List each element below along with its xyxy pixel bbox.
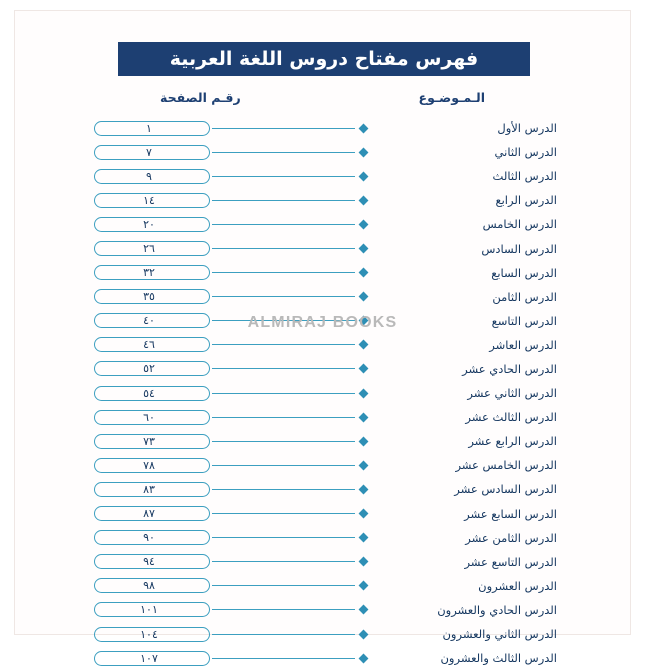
toc-row bbox=[88, 261, 557, 285]
page-number-capsule bbox=[88, 554, 210, 569]
page-number-capsule bbox=[88, 265, 210, 280]
page-number-capsule bbox=[88, 482, 210, 497]
subject-cell bbox=[357, 386, 557, 400]
toc-row bbox=[88, 453, 557, 477]
toc-row bbox=[88, 622, 557, 646]
leader-line bbox=[212, 489, 355, 490]
subject-cell bbox=[357, 627, 557, 641]
page-number-capsule bbox=[88, 313, 210, 328]
subject-title: الدرس الثالث والعشرون bbox=[440, 651, 557, 666]
leader-line bbox=[212, 176, 355, 177]
page-number: ٩٤ bbox=[143, 555, 155, 569]
diamond-bullet-icon bbox=[359, 412, 369, 422]
subject-cell bbox=[357, 290, 557, 304]
leader-line bbox=[212, 561, 355, 562]
page-number: ٤٠ bbox=[143, 314, 155, 328]
page-number: ٥٤ bbox=[143, 386, 155, 400]
leader-line bbox=[212, 441, 355, 442]
subject-title: الدرس العشرون bbox=[478, 578, 557, 593]
watermark: ALMIRAJ BOOKS bbox=[247, 314, 398, 331]
toc-row bbox=[88, 429, 557, 453]
page-number-capsule bbox=[88, 627, 210, 642]
capsule-outline bbox=[94, 145, 210, 160]
subject-cell bbox=[357, 121, 557, 135]
toc-row bbox=[88, 502, 557, 526]
leader-line bbox=[212, 272, 355, 273]
page-number-capsule bbox=[88, 169, 210, 184]
leader-line bbox=[212, 634, 355, 635]
diamond-bullet-icon bbox=[359, 195, 369, 205]
toc-row bbox=[88, 357, 557, 381]
page-number: ٢٦ bbox=[143, 242, 155, 256]
toc-row bbox=[88, 116, 557, 140]
page-number: ٣٥ bbox=[143, 290, 155, 304]
leader-line bbox=[212, 513, 355, 514]
page-number: ١٠١ bbox=[140, 603, 158, 617]
subject-cell bbox=[357, 314, 557, 328]
page-number: ١ bbox=[146, 121, 152, 135]
header-subject: الـمـوضـوع bbox=[418, 90, 485, 105]
toc-row bbox=[88, 526, 557, 550]
subject-cell bbox=[357, 579, 557, 593]
subject-title: الدرس الخامس عشر bbox=[455, 458, 557, 473]
subject-title: الدرس الثامن bbox=[492, 289, 557, 304]
page-number-capsule bbox=[88, 337, 210, 352]
toc-row bbox=[88, 550, 557, 574]
page-number: ٤٦ bbox=[143, 338, 155, 352]
capsule-outline bbox=[94, 121, 210, 136]
subject-cell bbox=[357, 482, 557, 496]
subject-title: الدرس الرابع عشر bbox=[468, 434, 557, 449]
subject-cell bbox=[357, 555, 557, 569]
subject-cell bbox=[357, 458, 557, 472]
toc-row bbox=[88, 477, 557, 501]
header-page-number: رقـم الصفحة bbox=[160, 90, 241, 105]
leader-line bbox=[212, 609, 355, 610]
diamond-bullet-icon bbox=[359, 460, 369, 470]
toc-row bbox=[88, 405, 557, 429]
subject-cell bbox=[357, 531, 557, 545]
page-number: ٣٢ bbox=[143, 266, 155, 280]
toc-row bbox=[88, 646, 557, 670]
page-number-capsule bbox=[88, 506, 210, 521]
diamond-bullet-icon bbox=[359, 653, 369, 663]
subject-title: الدرس الثالث bbox=[492, 169, 557, 184]
page-number: ١٠٤ bbox=[140, 627, 158, 641]
subject-title: الدرس السادس عشر bbox=[454, 482, 557, 497]
diamond-bullet-icon bbox=[359, 509, 369, 519]
subject-cell bbox=[357, 217, 557, 231]
subject-title: الدرس السابع bbox=[491, 265, 557, 280]
diamond-bullet-icon bbox=[359, 340, 369, 350]
page-number: ٩ bbox=[146, 169, 152, 183]
subject-title: الدرس التاسع عشر bbox=[464, 554, 557, 569]
toc-list bbox=[88, 116, 557, 670]
subject-title: الدرس الثاني والعشرون bbox=[442, 627, 557, 642]
page-content bbox=[40, 22, 605, 666]
page-number: ٧ bbox=[146, 145, 152, 159]
page-number-capsule bbox=[88, 217, 210, 232]
page-number: ٦٠ bbox=[143, 410, 155, 424]
subject-cell bbox=[357, 242, 557, 256]
toc-row bbox=[88, 236, 557, 260]
subject-title: الدرس الثاني bbox=[494, 145, 557, 160]
subject-title: الدرس السابع عشر bbox=[464, 506, 557, 521]
page-number-capsule bbox=[88, 651, 210, 666]
diamond-bullet-icon bbox=[359, 533, 369, 543]
diamond-bullet-icon bbox=[359, 605, 369, 615]
subject-title: الدرس الأول bbox=[497, 121, 557, 136]
subject-title: الدرس الثاني عشر bbox=[467, 386, 557, 401]
diamond-bullet-icon bbox=[359, 581, 369, 591]
page-number: ٨٧ bbox=[143, 507, 155, 521]
capsule-outline bbox=[94, 169, 210, 184]
leader-line bbox=[212, 344, 355, 345]
page-number-capsule bbox=[88, 361, 210, 376]
leader-line bbox=[212, 320, 355, 321]
page-number: ١٠٧ bbox=[140, 651, 158, 665]
subject-title: الدرس السادس bbox=[481, 241, 557, 256]
diamond-bullet-icon bbox=[359, 292, 369, 302]
diamond-bullet-icon bbox=[359, 485, 369, 495]
subject-cell bbox=[357, 603, 557, 617]
page-number-capsule bbox=[88, 530, 210, 545]
leader-line bbox=[212, 537, 355, 538]
leader-line bbox=[212, 128, 355, 129]
page-number: ٨٣ bbox=[143, 482, 155, 496]
toc-row bbox=[88, 285, 557, 309]
leader-line bbox=[212, 417, 355, 418]
diamond-bullet-icon bbox=[359, 557, 369, 567]
diamond-bullet-icon bbox=[359, 123, 369, 133]
page-number-capsule bbox=[88, 289, 210, 304]
page-number-capsule bbox=[88, 241, 210, 256]
subject-cell bbox=[357, 410, 557, 424]
diamond-bullet-icon bbox=[359, 244, 369, 254]
page-number-capsule bbox=[88, 145, 210, 160]
toc-row bbox=[88, 309, 557, 333]
diamond-bullet-icon bbox=[359, 171, 369, 181]
title-banner bbox=[118, 42, 530, 76]
page-number: ١٤ bbox=[143, 193, 155, 207]
subject-cell bbox=[357, 145, 557, 159]
leader-line bbox=[212, 152, 355, 153]
leader-line bbox=[212, 296, 355, 297]
leader-line bbox=[212, 248, 355, 249]
diamond-bullet-icon bbox=[359, 219, 369, 229]
diamond-bullet-icon bbox=[359, 436, 369, 446]
diamond-bullet-icon bbox=[359, 147, 369, 157]
subject-title: الدرس التاسع bbox=[491, 313, 557, 328]
toc-row bbox=[88, 381, 557, 405]
page-number: ٩٨ bbox=[143, 579, 155, 593]
subject-cell bbox=[357, 266, 557, 280]
page-number: ٥٢ bbox=[143, 362, 155, 376]
subject-title: الدرس العاشر bbox=[489, 337, 557, 352]
subject-title: الدرس الثالث عشر bbox=[465, 410, 557, 425]
diamond-bullet-icon bbox=[359, 388, 369, 398]
page-number-capsule bbox=[88, 410, 210, 425]
page-number-capsule bbox=[88, 578, 210, 593]
leader-line bbox=[212, 465, 355, 466]
page-number: ٧٨ bbox=[143, 458, 155, 472]
leader-line bbox=[212, 393, 355, 394]
diamond-bullet-icon bbox=[359, 629, 369, 639]
page-number: ٧٣ bbox=[143, 434, 155, 448]
toc-row bbox=[88, 574, 557, 598]
page-number-capsule bbox=[88, 434, 210, 449]
page-number: ٢٠ bbox=[143, 217, 155, 231]
subject-cell bbox=[357, 434, 557, 448]
diamond-bullet-icon bbox=[359, 364, 369, 374]
subject-title: الدرس الحادي عشر bbox=[462, 361, 557, 376]
toc-row bbox=[88, 188, 557, 212]
subject-title: الدرس الحادي والعشرون bbox=[437, 602, 557, 617]
diamond-bullet-icon bbox=[359, 268, 369, 278]
page-title: فهرس مفتاح دروس اللغة العربية bbox=[169, 48, 479, 70]
page-number: ٩٠ bbox=[143, 531, 155, 545]
page-number-capsule bbox=[88, 193, 210, 208]
column-headers bbox=[100, 90, 545, 110]
toc-row bbox=[88, 164, 557, 188]
subject-cell bbox=[357, 507, 557, 521]
page-number-capsule bbox=[88, 458, 210, 473]
subject-title: الدرس الرابع bbox=[495, 193, 557, 208]
subject-cell bbox=[357, 338, 557, 352]
subject-title: الدرس الثامن عشر bbox=[465, 530, 557, 545]
page-number-capsule bbox=[88, 121, 210, 136]
leader-line bbox=[212, 224, 355, 225]
toc-row bbox=[88, 598, 557, 622]
toc-row bbox=[88, 212, 557, 236]
toc-row bbox=[88, 333, 557, 357]
subject-cell bbox=[357, 193, 557, 207]
subject-cell bbox=[357, 362, 557, 376]
leader-line bbox=[212, 585, 355, 586]
subject-title: الدرس الخامس bbox=[482, 217, 557, 232]
diamond-bullet-icon bbox=[359, 316, 369, 326]
toc-row bbox=[88, 140, 557, 164]
leader-line bbox=[212, 200, 355, 201]
page-number-capsule bbox=[88, 602, 210, 617]
subject-cell bbox=[357, 651, 557, 665]
leader-line bbox=[212, 368, 355, 369]
subject-cell bbox=[357, 169, 557, 183]
page-number-capsule bbox=[88, 386, 210, 401]
leader-line bbox=[212, 658, 355, 659]
